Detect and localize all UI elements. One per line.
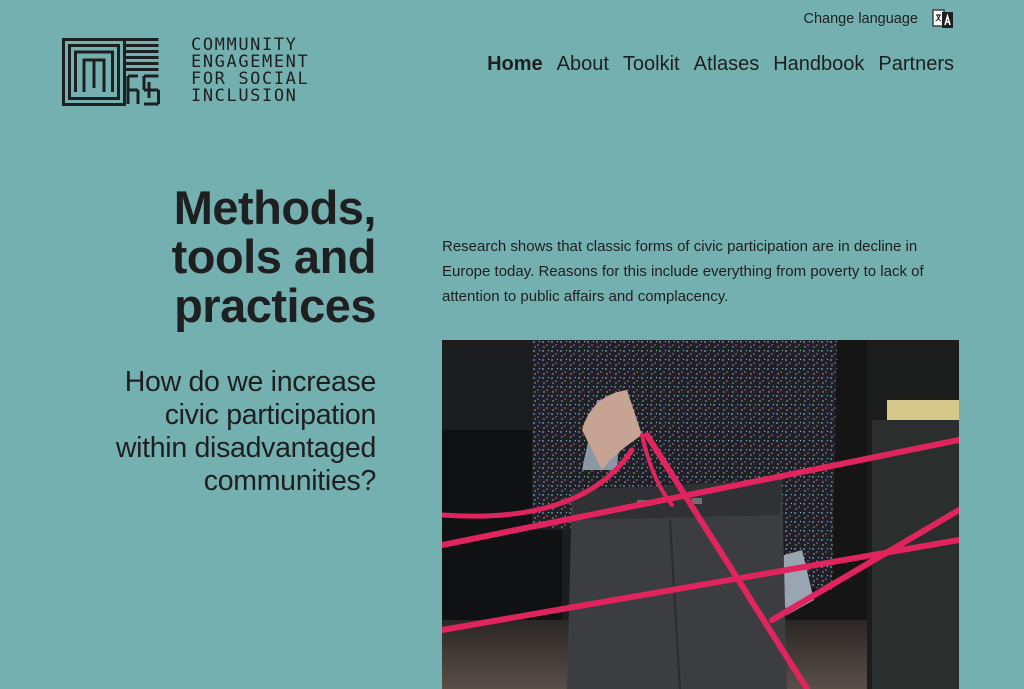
- nav-item-handbook[interactable]: Handbook: [773, 53, 865, 75]
- logo-text-line: ENGAGEMENT: [191, 52, 310, 72]
- page-subtitle-line: How do we increase: [124, 366, 376, 398]
- nav-item-about[interactable]: About: [556, 53, 609, 75]
- intro-line: attention to public affairs and complacency.: [442, 288, 729, 305]
- intro-line: Research shows that classic forms of civic participation are in decline in: [442, 238, 918, 255]
- nav-item-atlases[interactable]: Atlases: [693, 53, 760, 75]
- main-navigation: [487, 53, 954, 76]
- logo-text: [191, 37, 309, 105]
- hero-photo-illustration: [442, 340, 959, 689]
- change-language-button[interactable]: [804, 8, 955, 30]
- change-language-label: Change language: [803, 11, 918, 27]
- logo-text-line: FOR SOCIAL: [191, 69, 310, 89]
- translate-icon: [932, 8, 954, 30]
- logo-mark-icon: [62, 38, 160, 106]
- site-logo[interactable]: [62, 35, 310, 106]
- page-subtitle-line: within disadvantaged: [115, 432, 376, 464]
- page-subtitle: [40, 366, 376, 498]
- page-subtitle-line: civic participation: [164, 399, 376, 431]
- hero-photo: [442, 340, 959, 689]
- intro-paragraph: [442, 234, 962, 309]
- nav-item-partners[interactable]: Partners: [878, 53, 954, 75]
- page-title-line: tools and: [171, 230, 376, 283]
- logo-text-line: INCLUSION: [191, 86, 298, 106]
- logo-text-line: COMMUNITY: [191, 35, 298, 55]
- page-subtitle-line: communities?: [203, 465, 376, 497]
- nav-item-home[interactable]: Home: [487, 53, 543, 75]
- page-title-line: Methods,: [173, 181, 376, 234]
- intro-line: Europe today. Reasons for this include everything from poverty to lack of: [442, 263, 924, 280]
- page-title-line: practices: [174, 279, 376, 332]
- page-title: [60, 183, 376, 330]
- nav-item-toolkit[interactable]: Toolkit: [622, 53, 680, 75]
